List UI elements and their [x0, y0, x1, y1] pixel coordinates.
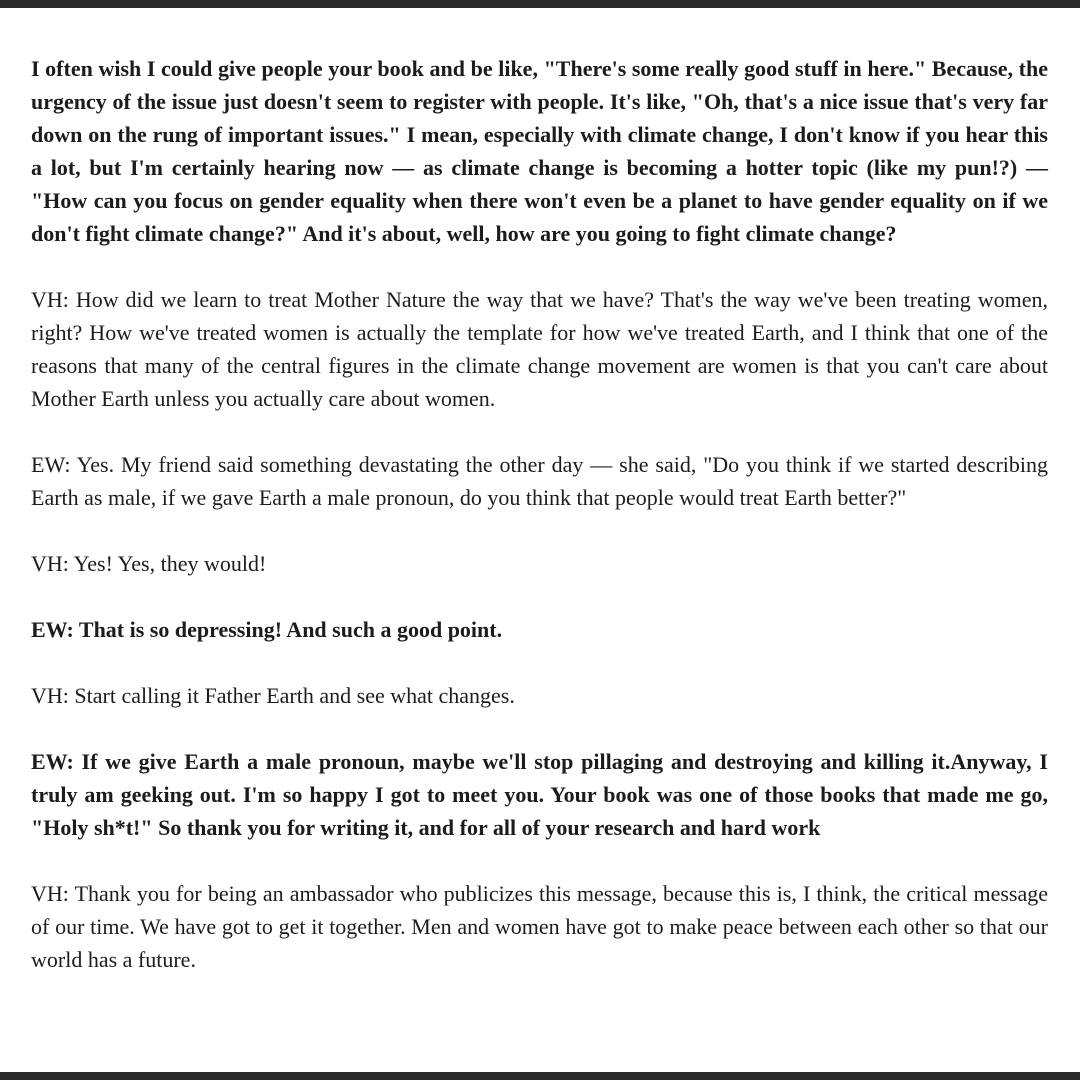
transcript-paragraph: I often wish I could give people your book and be like, "There's some really good stuff in here." Because, the urgency of the issue just doesn't seem to register with people. It's like, "Oh, that's a nice issue that's very far down on the rung of important issues." I mean, especially with climate change, I don't know if you hear this a lot, but I'm certainly hearing now — as climate change is becoming a hotter topic (like my pun!?) — "How can you focus on gender equality when there won't even be a planet to have gender equality on if we don't fight climate change?" And it's about, well, how are you going to fight climate change? [31, 56, 1048, 246]
top-letterbox-bar [0, 0, 1080, 8]
transcript-paragraph: EW: If we give Earth a male pronoun, maybe we'll stop pillaging and destroying and killing it.Anyway, I truly am geeking out. I'm so happy I got to meet you. Your book was one of those books that made me go, "Holy sh*t!" So thank you for writing it, and for all of your research and hard work [31, 749, 1048, 840]
transcript-paragraph: VH: Start calling it Father Earth and see what changes. [31, 683, 515, 708]
transcript [31, 52, 1048, 1009]
bottom-letterbox-bar [0, 1072, 1080, 1080]
transcript-paragraph: EW: That is so depressing! And such a good point. [31, 617, 503, 642]
transcript-paragraph: VH: Thank you for being an ambassador who publicizes this message, because this is, I think, the critical message of our time. We have got to get it together. Men and women have got to make peace between each other so that our world has a future. [31, 881, 1048, 972]
transcript-paragraph: VH: How did we learn to treat Mother Nature the way that we have? That's the way we've been treating women, right? How we've treated women is actually the template for how we've treated Earth, and I think that one of the reasons that many of the central figures in the climate change movement are women is that you can't care about Mother Earth unless you actually care about women. [31, 287, 1048, 411]
transcript-paragraph: EW: Yes. My friend said something devastating the other day — she said, "Do you think if we started describing Earth as male, if we gave Earth a male pronoun, do you think that people would treat Earth better?" [31, 452, 1048, 510]
transcript-paragraph: VH: Yes! Yes, they would! [31, 551, 267, 576]
